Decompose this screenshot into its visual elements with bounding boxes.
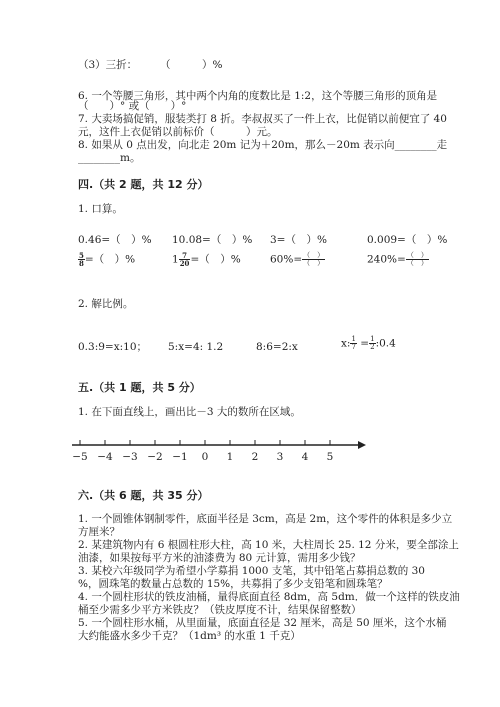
question-8-line2: ________m。: [78, 152, 141, 164]
q3-blank[interactable]: （ ）%: [160, 59, 223, 71]
number-line-tick-label: −5: [72, 451, 88, 463]
oral-calc-1: 0.46=（ ）%: [78, 234, 152, 246]
word-problem-5-line2: 大约能盛水多少千克？（1dm³ 的水重 1 千克）: [78, 630, 301, 642]
oral-calc-3: 3=（ ）%: [270, 234, 327, 246]
number-line-tick-label: 2: [251, 451, 259, 463]
word-problem-1-line1: 1. 一个圆锥体钢制零件，底面半径是 3cm，高是 2m，这个零件的体积是多少立: [78, 513, 453, 525]
word-problem-5-line1: 5. 一个圆柱形水桶，从里面量，底面直径是 32 厘米，高是 50 厘米，这个水桶: [78, 617, 447, 629]
word-problem-4-line2: 桶至少需多少平方米铁皮？（铁皮厚度不计，结果保留整数）: [78, 604, 362, 616]
proportion-3: 8:6=2:x: [256, 341, 298, 353]
oral-calc-4: 0.009=（ ）%: [367, 234, 448, 246]
number-line-tick-label: 0: [201, 451, 209, 463]
number-line-tick-label: 1: [226, 451, 234, 463]
number-line-tick-label: 5: [326, 451, 334, 463]
proportion-1: 0.3:9=x:10；: [78, 341, 148, 353]
number-line-tick-label: −2: [147, 451, 163, 463]
proportion-4: x: $\frac{1}{7}$ = $\frac{1}{2}$ :0.4: [341, 335, 396, 351]
fraction: $\frac{7}{20}$: [179, 251, 190, 268]
number-line-tick-label: −1: [172, 451, 188, 463]
arrow-icon: [358, 441, 366, 449]
number-line-tick-label: −4: [97, 451, 113, 463]
oral-calc-5: $\frac{5}{8}$ =（ ）%: [79, 251, 136, 268]
fraction-blank[interactable]: $\frac{( )}{( )}$: [303, 251, 325, 267]
q3-label: （3）三折：: [78, 59, 138, 71]
word-problem-2-line1: 2. 某建筑物内有 6 根圆柱形大柱，高 10 米，大柱周长 25. 12 分米，要全部涂上: [78, 539, 459, 551]
section-4-title: 四.（共 2 题，共 12 分）: [78, 178, 209, 191]
word-problem-2-line2: 油漆，如果按每平方米的油漆费为 80 元计算，需用多少钱？: [78, 552, 361, 564]
section-6-title: 六.（共 6 题，共 35 分）: [78, 489, 209, 502]
number-line[interactable]: [72, 436, 372, 472]
fraction-blank[interactable]: $\frac{( )}{( )}$: [406, 251, 428, 267]
number-line-tick-label: 4: [301, 451, 309, 463]
section-5-q1: 1. 在下面直线上，画出比－3 大的数所在区域。: [78, 406, 301, 418]
question-6-line2: （ ）° 或（ ）°: [78, 100, 187, 112]
question-6-line1: 6. 一个等腰三角形，其中两个内角的度数比是 1:2，这个等腰三角形的顶角是: [78, 90, 438, 102]
number-line-tick-label: 3: [276, 451, 284, 463]
oral-calc-7: 60%= $\frac{( )}{( )}$: [270, 251, 325, 267]
oral-calc-8: 240%= $\frac{( )}{( )}$: [367, 251, 428, 267]
word-problem-3-line1: 3. 某校六年级同学为希望小学募捐 1000 支笔，其中铅笔占募捐总数的 30: [78, 565, 425, 577]
oral-calc-6: 1 $\frac{7}{20}$ =（ ）%: [172, 251, 241, 268]
section-5-title: 五.（共 1 题，共 5 分）: [78, 381, 201, 394]
section-4-q1: 1. 口算。: [78, 203, 123, 215]
word-problem-4-line1: 4. 一个圆柱形状的铁皮油桶，量得底面直径 8dm，高 5dm．做一个这样的铁皮油: [78, 591, 460, 603]
word-problem-1-line2: 方厘米？: [78, 526, 120, 538]
question-7-line1: 7. 大卖场搞促销，服装类打 8 折。李叔叔买了一件上衣，比促销以前便宜了 40: [78, 113, 447, 125]
proportion-2: 5:x=4: 1.2: [168, 341, 224, 353]
number-line-tick-label: −3: [122, 451, 138, 463]
section-4-q2: 2. 解比例。: [78, 298, 134, 310]
fraction: $\frac{1}{2}$: [370, 335, 375, 351]
fraction: $\frac{5}{8}$: [79, 251, 84, 268]
question-8-line1: 8. 如果从 0 点出发，向北走 20m 记为＋20m，那么－20m 表示向________走: [78, 139, 448, 151]
oral-calc-2: 10.08=（ ）%: [172, 234, 253, 246]
word-problem-3-line2: %，圆珠笔的数量占总数的 15%，共募捐了多少支铅笔和圆珠笔？: [78, 578, 388, 590]
fraction: $\frac{1}{7}$: [351, 335, 356, 351]
question-7-line2: 元，这件上衣促销以前标价（ ）元。: [78, 126, 278, 138]
